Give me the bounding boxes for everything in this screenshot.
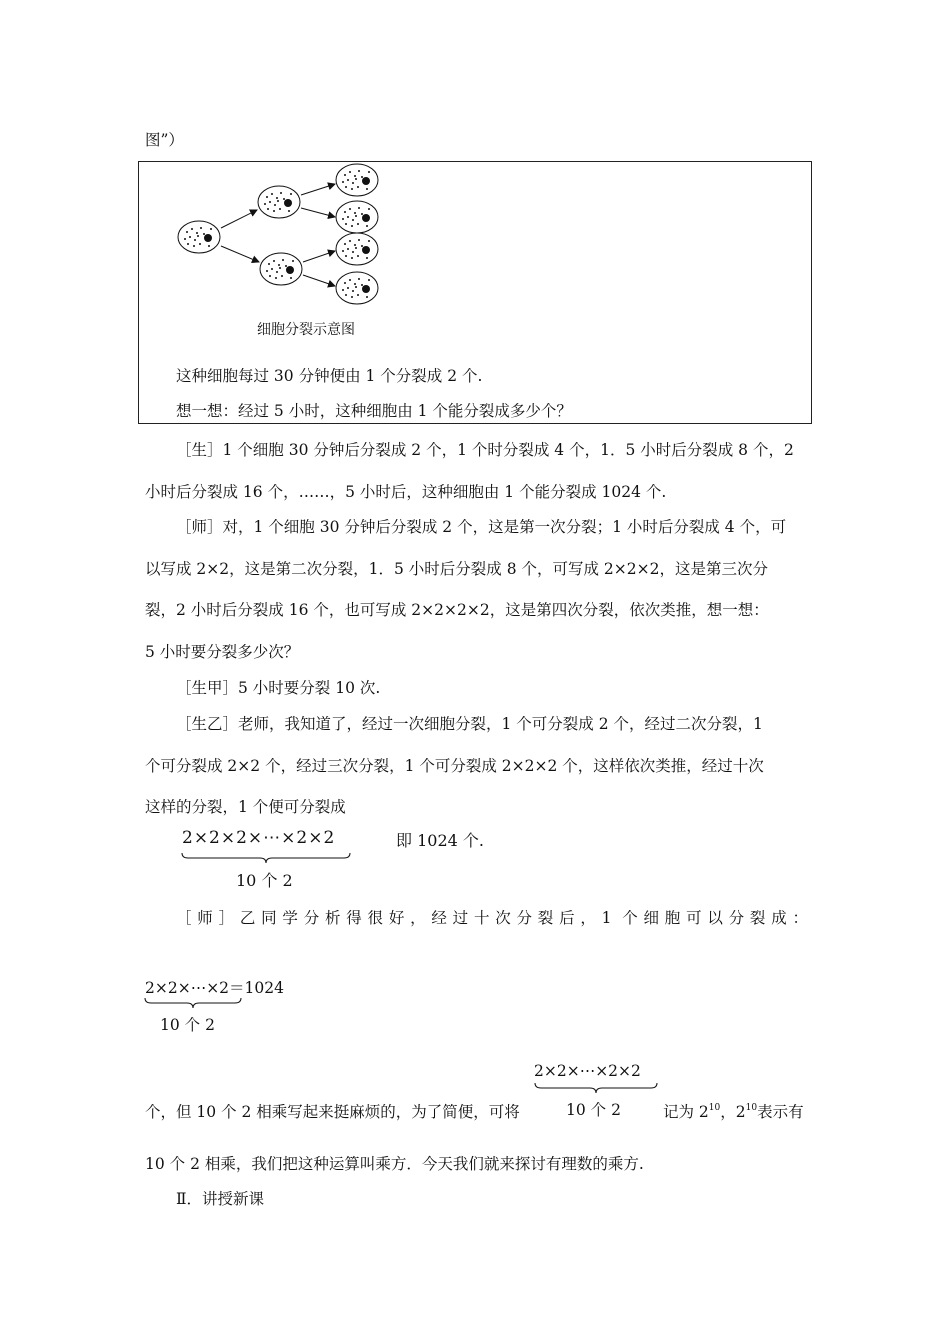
formula1-result: 即 1024 个. — [396, 831, 484, 850]
p2-line-1: ［师］对，1 个细胞 30 分钟后分裂成 2 个，这是第一次分裂；1 小时后分裂成 4 个，可 — [176, 518, 787, 536]
p3-line-1: ［生甲］5 小时要分裂 10 次. — [176, 679, 381, 697]
diagram-box — [138, 161, 812, 424]
cell-division-diagram — [169, 162, 429, 322]
p1-line-1: ［生］1 个细胞 30 分钟后分裂成 2 个，1 个时分裂成 4 个，1．5 小时后分裂成 8 个，2 — [176, 441, 794, 459]
formula1-under-label: 10 个 2 — [236, 871, 293, 890]
formula2-underbrace — [143, 996, 243, 1010]
formula1-expression: 2×2×2×⋯×2×2 — [182, 828, 336, 848]
p1-line-2: 小时后分裂成 16 个，……，5 小时后，这种细胞由 1 个能分裂成 1024 个. — [145, 483, 667, 501]
p2-line-2: 以写成 2×2，这是第二次分裂，1．5 小时后分裂成 8 个，可写成 2×2×2，这是第三次分 — [145, 560, 768, 578]
formula3-expression: 2×2×⋯×2×2 — [534, 1062, 641, 1080]
diagram-text-1: 这种细胞每过 30 分钟便由 1 个分裂成 2 个. — [176, 367, 483, 385]
formula2-expression: 2×2×⋯×2＝1024 — [145, 979, 284, 997]
diagram-caption: 细胞分裂示意图 — [257, 322, 355, 338]
p6-line-2: 10 个 2 相乘，我们把这种运算叫乘方．今天我们就来探讨有理数的乘方. — [145, 1155, 644, 1173]
diagram-text-2: 想一想：经过 5 小时，这种细胞由 1 个能分裂成多少个？ — [176, 402, 572, 420]
formula2-under-label: 10 个 2 — [160, 1016, 215, 1034]
formula1-underbrace — [180, 851, 352, 865]
top-fragment: 图”） — [145, 131, 184, 149]
section-heading: Ⅱ．讲授新课 — [176, 1190, 265, 1208]
p6-line-1-end: 记为 $2^{10}$，$2^{10}$表示有 — [663, 1103, 804, 1121]
p2-line-3: 裂，2 小时后分裂成 16 个，也可写成 2×2×2×2，这是第四次分裂，依次类推，想一想： — [145, 601, 769, 619]
formula3-underbrace — [533, 1081, 659, 1095]
p5-line-1: ［师］乙同学分析得很好，经过十次分裂后，1 个细胞可以分裂成： — [176, 909, 808, 927]
formula3-under-label: 10 个 2 — [566, 1101, 621, 1119]
p6-line-1-start: 个，但 10 个 2 相乘写起来挺麻烦的，为了简便，可将 — [145, 1103, 520, 1121]
p2-line-4: 5 小时要分裂多少次？ — [145, 643, 300, 661]
p4-line-2: 个可分裂成 2×2 个，经过三次分裂，1 个可分裂成 2×2×2 个，这样依次类推，经过十次 — [145, 757, 764, 775]
p4-line-1: ［生乙］老师，我知道了，经过一次细胞分裂，1 个可分裂成 2 个，经过二次分裂，1 — [176, 715, 763, 733]
p4-line-3: 这样的分裂，1 个便可分裂成 — [145, 798, 346, 816]
